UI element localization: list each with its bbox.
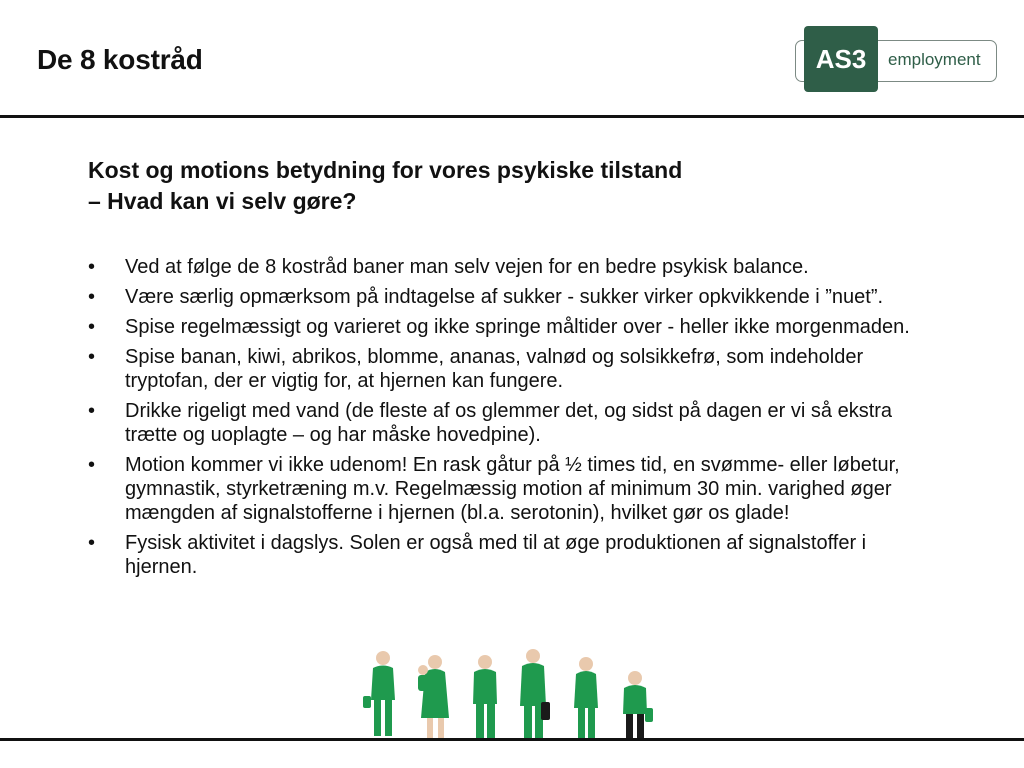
person-figure-5 [574, 657, 598, 738]
bullet-dot-icon: • [88, 346, 96, 368]
bullet-dot-icon: • [88, 400, 96, 422]
person-figure-2 [418, 655, 449, 738]
bullet-text: Drikke rigeligt med vand (de fleste af os glemmer det, og sidst på dagen er vi så ekstra trætte og uoplagte – og har måske hovedpine). [125, 400, 893, 446]
logo-employment-text: employment [888, 50, 981, 69]
bullet-text: Være særlig opmærksom på indtagelse af sukker - sukker virker opkvikkende i ”nuet”. [125, 286, 884, 308]
subheading-line-1: Kost og motions betydning for vores psykiske tilstand [88, 157, 683, 183]
bullet-text: Ved at følge de 8 kostråd baner man selv vejen for en bedre psykisk balance. [125, 256, 809, 278]
bullet-item [88, 255, 943, 279]
subheading-line-2: – Hvad kan vi selv gøre? [88, 188, 357, 214]
person-figure-6 [623, 671, 653, 738]
bullet-item [88, 315, 943, 339]
bullet-text: Motion kommer vi ikke udenom! En rask gåtur på ½ times tid, en svømme- eller løbetur, gymnastik, styrketræning m.v. Regelmæssig motion af minimum 30 min. varighed øger mængden af signalstofferne i hjernen (bl.a. serotonin), hvilket gør os glade! [125, 454, 900, 524]
people-illustration [355, 648, 665, 740]
bullet-text: Spise banan, kiwi, abrikos, blomme, ananas, valnød og solsikkefrø, som indeholder tryptofan, der er vigtig for, at hjernen kan fungere. [125, 346, 864, 392]
bullet-dot-icon: • [88, 256, 96, 278]
bullet-dot-icon: • [88, 454, 96, 476]
bullet-item [88, 285, 943, 309]
bullet-list [88, 255, 943, 585]
bullet-item [88, 453, 943, 525]
logo-as3-text: AS3 [815, 43, 867, 74]
bullet-text: Spise regelmæssigt og varieret og ikke springe måltider over - heller ikke morgenmaden. [125, 316, 910, 338]
bullet-dot-icon: • [88, 316, 96, 338]
header-divider [0, 115, 1024, 118]
person-figure-4 [520, 649, 550, 738]
bullet-item [88, 399, 943, 447]
bullet-item [88, 345, 943, 393]
bullet-text: Fysisk aktivitet i dagslys. Solen er også med til at øge produktionen af signalstoffer i hjernen. [125, 532, 867, 578]
bullet-item [88, 531, 943, 579]
slide-subheading [88, 155, 948, 217]
person-figure-3 [473, 655, 497, 738]
footer-divider [0, 738, 1024, 741]
slide-title: De 8 kostråd [37, 44, 203, 75]
person-figure-1 [363, 651, 395, 736]
bullet-dot-icon: • [88, 286, 96, 308]
bullet-dot-icon: • [88, 532, 96, 554]
as3-employment-logo [795, 26, 997, 92]
